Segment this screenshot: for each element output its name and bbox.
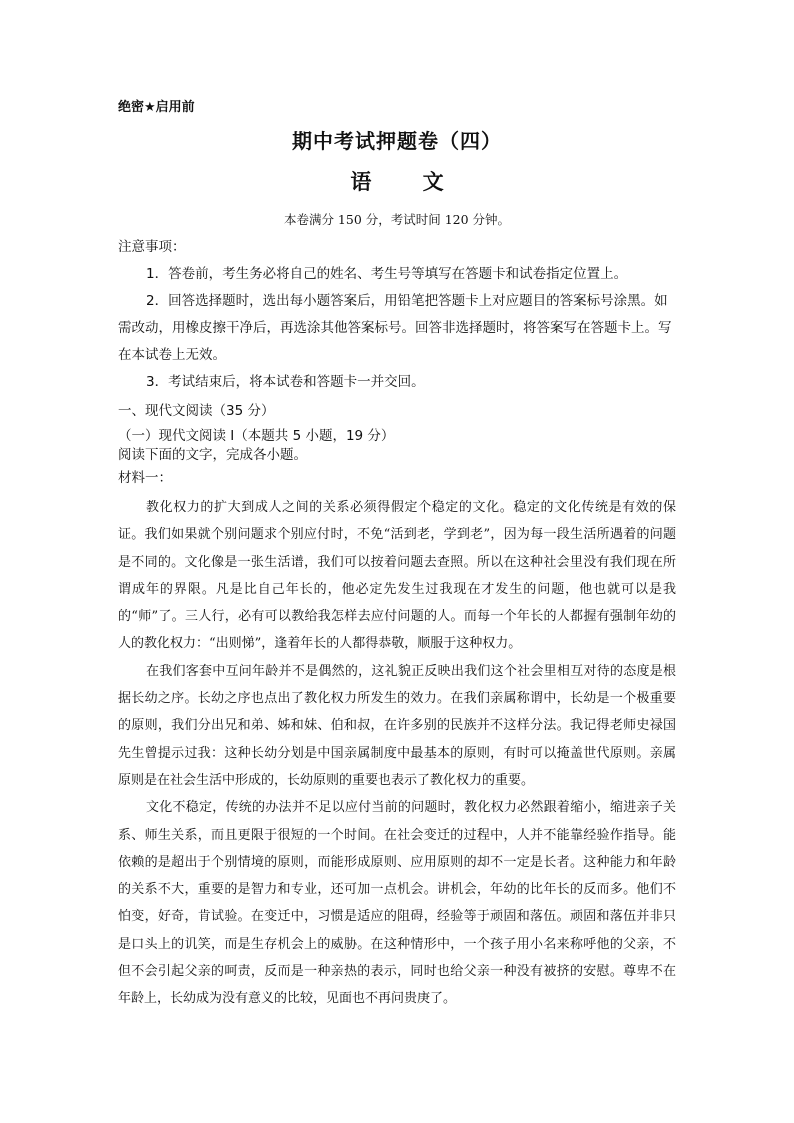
reading-header (118, 398, 678, 492)
note-item: 3．考试结束后，将本试卷和答题卡一并交回。 (146, 374, 425, 390)
notes-heading: 注意事项： (118, 239, 186, 255)
notes-section (118, 234, 678, 396)
reading-instruction: 阅读下面的文字，完成各小题。 (118, 447, 307, 463)
article-paragraph: 文化不稳定，传统的办法并不足以应付当前的问题时，教化权力必然跟着缩小，缩进亲子关系、师生关系，而且更限于很短的一个时间。在社会变迁的过程中，人并不能靠经验作指导。能依赖的是超出于个别情境的原则，而能形成原则、应用原则的却不一定是长者。这种能力和年龄的关系不大，重要的是智力和专业，还可加一点机会。讲机会，年幼的比年长的反而多。他们不怕变，好奇，肯试验。在变迁中，习惯是适应的阻碍，经验等于顽固和落伍。顽固和落伍并非只是口头上的讥笑，而是生存机会上的威胁。在这种情形中，一个孩子用小名来称呼他的父亲，不但不会引起父亲的呵责，反而是一种亲热的表示，同时也给父亲一种没有被挤的安慰。尊卑不在年龄上，长幼成为没有意义的比较，见面也不再问贵庚了。 (118, 800, 676, 1007)
note-item: 2．回答选择题时，选出每小题答案后，用铅笔把答题卡上对应题目的答案标号涂黑。如需改动，用橡皮擦干净后，再选涂其他答案标号。回答非选择题时，将答案写在答题卡上。写在本试卷上无效。 (118, 293, 672, 363)
note-item: 1．答卷前，考生务必将自己的姓名、考生号等填写在答题卡和试卷指定位置上。 (146, 266, 628, 282)
article-paragraph: 教化权力的扩大到成人之间的关系必须得假定个稳定的文化。稳定的文化传统是有效的保证。我们如果就个别问题求个别应付时，不免“活到老，学到老”，因为每一段生活所遇着的问题是不同的。文化像是一张生活谱，我们可以按着问题去查照。所以在这种社会里没有我们现在所谓成年的界限。凡是比自己年长的，他必定先发生过我现在才发生的问题，他也就可以是我的“师”了。三人行，必有可以教给我怎样去应付问题的人。而每一个年长的人都握有强制年幼的人的教化权力：“出则悌”，逢着年长的人都得恭敬，顺服于这种权力。 (118, 500, 676, 652)
article-paragraph: 在我们客套中互问年龄并不是偶然的，这礼貌正反映出我们这个社会里相互对待的态度是根据长幼之序。长幼之序也点出了教化权力所发生的效力。在我们亲属称谓中，长幼是一个极重要的原则，我们分出兄和弟、姊和妹、伯和叔，在许多别的民族并不这样分法。我记得老师史禄国先生曾提示过我：这种长幼分划是中国亲属制度中最基本的原则，有时可以掩盖世代原则。亲属原则是在社会生活中形成的，长幼原则的重要也表示了教化权力的重要。 (118, 663, 676, 788)
section-title: 一、现代文阅读（35 分） (118, 403, 275, 419)
exam-title: 期中考试押题卷（四） (292, 129, 502, 153)
subsection-title: （一）现代文阅读 I（本题共 5 小题，19 分） (118, 428, 395, 444)
confidential-label: 绝密★启用前 (118, 100, 195, 115)
subject-title: 语 文 (350, 170, 466, 194)
score-info: 本卷满分 150 分，考试时间 120 分钟。 (283, 212, 511, 227)
material-text (118, 494, 676, 1013)
material-label: 材料一： (118, 470, 172, 486)
